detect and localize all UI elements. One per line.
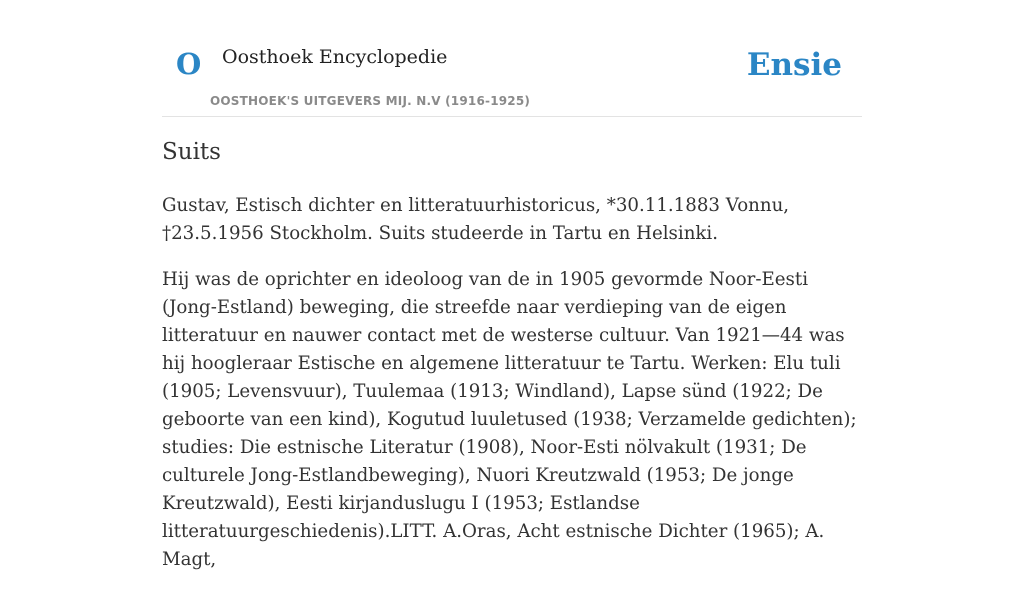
entry-body (162, 192, 862, 592)
site-brand-link[interactable]: Ensie (746, 47, 842, 83)
book-title[interactable]: Oosthoek Encyclopedie (222, 46, 448, 68)
publisher-subtitle: OOSTHOEK'S UITGEVERS MIJ. N.V (1916-1925) (210, 94, 531, 108)
book-logo[interactable]: O (176, 47, 202, 81)
page (162, 0, 862, 570)
entry-paragraph: Hij was de oprichter en ideoloog van de in 1905 gevormde Noor-Eesti (Jong-Estland) beweging, die streefde naar verdieping van de eigen litteratuur en nauwer contact met de westerse cultuur. Van 1921—44 was hij hoogleraar Estische en algemene litteratuur te Tartu. Werken: Elu tuli (1905; Levensvuur), Tuulemaa (1913; Windland), Lapse sünd (1922; De geboorte van een kind), Kogutud luuletused (1938; Verzamelde gedichten); studies: Die estnische Literatur (1908), Noor-Esti nölvakult (1931; De culturele Jong-Estlandbeweging), Nuori Kreutzwald (1953; De jonge Kreutzwald), Eesti kirjanduslugu I (1953; Estlandse litteratuurgeschiedenis).LITT. A.Oras, Acht estnische Dichter (1965); A. Magt, (162, 269, 857, 570)
entry-paragraph: Gustav, Estisch dichter en litteratuurhistoricus, *30.11.1883 Vonnu, †23.5.1956 Stockholm. Suits studeerde in Tartu en Helsinki. (162, 195, 790, 244)
entry-title: Suits (162, 139, 221, 165)
header (162, 0, 862, 117)
